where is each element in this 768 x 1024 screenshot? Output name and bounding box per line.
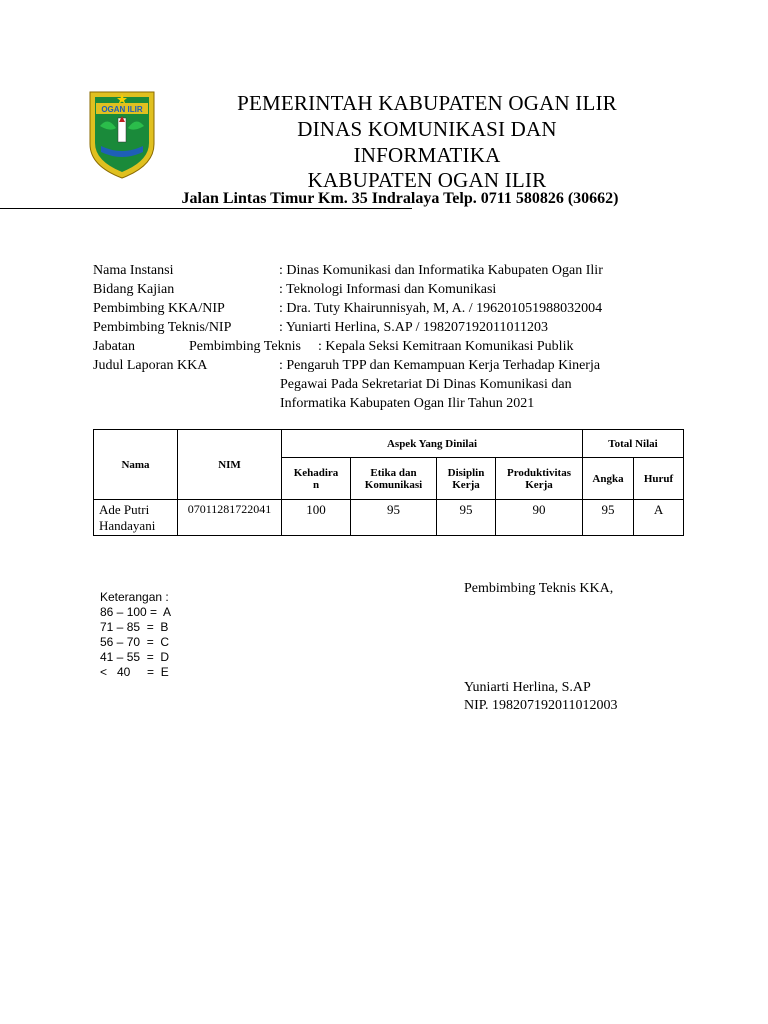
header-produktivitas bbox=[496, 458, 583, 500]
jabatan-value: : Kepala Seksi Kemitraan Komunikasi Publik bbox=[318, 339, 574, 354]
produktivitas-line-2: Kerja bbox=[525, 478, 553, 491]
header-total: Total Nilai bbox=[583, 430, 684, 458]
header-disiplin bbox=[437, 458, 496, 500]
header-line-4: KABUPATEN OGAN ILIR bbox=[307, 168, 547, 192]
kehadiran-line-2: n bbox=[312, 478, 320, 491]
pembimbing-kka-label: Pembimbing KKA/NIP bbox=[93, 301, 225, 316]
cell-nama bbox=[94, 500, 178, 536]
nama-line-1: Ade Putri bbox=[99, 502, 150, 517]
header-line-1: PEMERINTAH KABUPATEN OGAN ILIR bbox=[237, 91, 617, 115]
cell-produktivitas: 90 bbox=[496, 500, 583, 536]
jabatan-sub: Pembimbing Teknis bbox=[189, 339, 301, 354]
keterangan-title: Keterangan : bbox=[100, 590, 169, 604]
header-kehadiran bbox=[282, 458, 351, 500]
header-address: Jalan Lintas Timur Km. 35 Indralaya Telp. 0711 580826 (30662) bbox=[181, 190, 619, 207]
header-nim: NIM bbox=[178, 430, 282, 500]
etika-line-1: Etika dan bbox=[370, 466, 417, 479]
disiplin-line-1: Disiplin bbox=[447, 466, 485, 479]
keterangan-d: 41 – 55 = D bbox=[100, 650, 170, 664]
pembimbing-teknis-label: Pembimbing Teknis/NIP bbox=[93, 320, 232, 335]
cell-angka: 95 bbox=[583, 500, 634, 536]
disiplin-line-2: Kerja bbox=[452, 478, 480, 491]
jabatan-label: Jabatan bbox=[93, 339, 135, 354]
logo-text: OGAN ILIR bbox=[101, 105, 143, 114]
keterangan-b: 71 – 85 = B bbox=[100, 620, 169, 634]
pembimbing-kka-value: : Dra. Tuty Khairunnisyah, M, A. / 196201051988032004 bbox=[279, 301, 603, 316]
keterangan-a: 86 – 100 = A bbox=[100, 605, 172, 619]
header-huruf: Huruf bbox=[634, 458, 684, 500]
keterangan-e: < 40 = E bbox=[100, 665, 169, 679]
cell-huruf: A bbox=[634, 500, 684, 536]
cell-nim: 07011281722041 bbox=[178, 500, 282, 536]
signature-name: Yuniarti Herlina, S.AP bbox=[464, 680, 591, 695]
judul-label: Judul Laporan KKA bbox=[93, 358, 208, 373]
instansi-value: : Dinas Komunikasi dan Informatika Kabupaten Ogan Ilir bbox=[279, 263, 603, 278]
grade-table bbox=[93, 429, 684, 536]
judul-line-1: : Pengaruh TPP dan Kemampuan Kerja Terhadap Kinerja bbox=[279, 358, 601, 373]
keterangan-c: 56 – 70 = C bbox=[100, 635, 170, 649]
cell-kehadiran: 100 bbox=[282, 500, 351, 536]
bidang-label: Bidang Kajian bbox=[93, 282, 175, 297]
produktivitas-line-1: Produktivitas bbox=[507, 466, 571, 479]
instansi-label: Nama Instansi bbox=[93, 263, 174, 278]
kehadiran-line-1: Kehadira bbox=[293, 466, 339, 479]
judul-line-3: Informatika Kabupaten Ogan Ilir Tahun 2021 bbox=[280, 396, 535, 411]
header-nama: Nama bbox=[94, 430, 178, 500]
header-etika bbox=[351, 458, 437, 500]
signature-nip: NIP. 198207192011012003 bbox=[464, 698, 618, 713]
header-angka: Angka bbox=[583, 458, 634, 500]
nama-line-2: Handayani bbox=[99, 518, 156, 533]
header-divider bbox=[0, 208, 412, 209]
bidang-value: : Teknologi Informasi dan Komunikasi bbox=[279, 282, 497, 297]
pembimbing-teknis-value: : Yuniarti Herlina, S.AP / 198207192011011203 bbox=[279, 320, 548, 335]
judul-line-2: Pegawai Pada Sekretariat Di Dinas Komunikasi dan bbox=[280, 377, 572, 392]
header-line-2: DINAS KOMUNIKASI DAN bbox=[297, 117, 557, 141]
table-row bbox=[94, 500, 684, 536]
cell-disiplin: 95 bbox=[437, 500, 496, 536]
etika-line-2: Komunikasi bbox=[364, 478, 423, 491]
header-aspek: Aspek Yang Dinilai bbox=[282, 430, 583, 458]
header-line-3: INFORMATIKA bbox=[353, 143, 501, 167]
signature-title: Pembimbing Teknis KKA, bbox=[464, 581, 614, 596]
cell-etika: 95 bbox=[351, 500, 437, 536]
